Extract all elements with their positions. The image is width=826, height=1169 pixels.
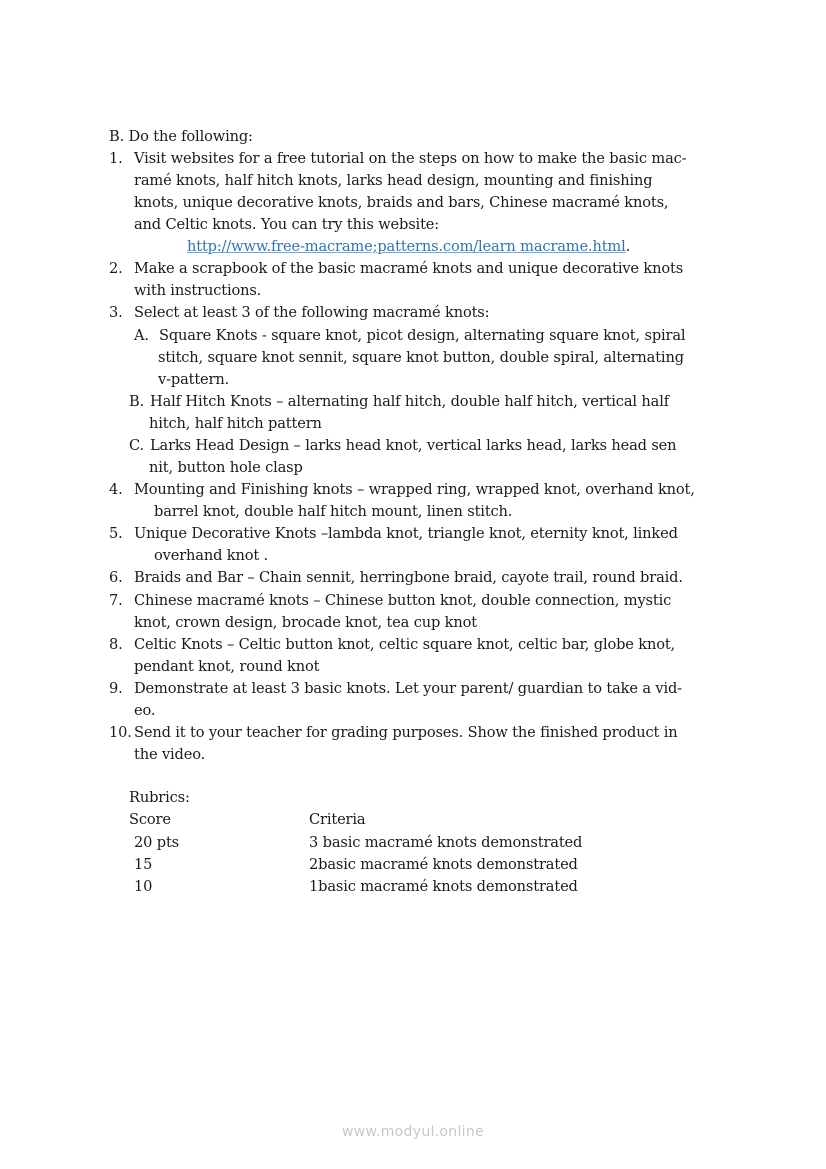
section-heading: B. Do the following: [109, 128, 253, 145]
subitem-text: v-pattern. [158, 371, 230, 388]
subitem-text: stitch, square knot sennit, square knot button, double spiral, alternating [158, 349, 684, 366]
rubric-score: 10 [134, 878, 153, 895]
item-text: barrel knot, double half hitch mount, linen stitch. [154, 503, 513, 520]
subitem-letter: C. [129, 437, 144, 454]
rubric-score: 15 [134, 856, 153, 873]
rubrics-header-score: Score [129, 811, 171, 828]
subitem-text: hitch, half hitch pattern [149, 415, 322, 432]
item-number: 3. [109, 304, 123, 321]
subitem-text: Larks Head Design – larks head knot, vertical larks head, larks head sen [150, 437, 677, 454]
item-number: 5. [109, 525, 123, 542]
item-number: 7. [109, 592, 123, 609]
subitem-text: nit, button hole clasp [149, 459, 303, 476]
item-text: Visit websites for a free tutorial on the steps on how to make the basic mac- [134, 150, 687, 167]
item-number: 10. [109, 724, 132, 741]
item-text: Mounting and Finishing knots – wrapped ring, wrapped knot, overhand knot, [134, 481, 695, 498]
item-text: knots, unique decorative knots, braids and bars, Chinese macramé knots, [134, 194, 669, 211]
item-number: 9. [109, 680, 123, 697]
link-suffix: . [625, 238, 631, 255]
rubric-criteria: 3 basic macramé knots demonstrated [309, 834, 583, 851]
subitem-text: Square Knots - square knot, picot design, alternating square knot, spiral [159, 327, 686, 344]
item-number: 1. [109, 150, 123, 167]
rubric-score: 20 pts [134, 834, 180, 851]
item-text: with instructions. [134, 282, 262, 299]
item-text: Select at least 3 of the following macramé knots: [134, 304, 490, 321]
item-text: Celtic Knots – Celtic button knot, celtic square knot, celtic bar, globe knot, [134, 636, 676, 653]
subitem-letter: A. [134, 327, 149, 344]
rubrics-header-criteria: Criteria [309, 811, 366, 828]
rubric-criteria: 1basic macramé knots demonstrated [309, 878, 578, 895]
website-link[interactable]: http://www.free-macrame;patterns.com/learn macrame.html [187, 238, 626, 255]
link-line [187, 236, 630, 258]
item-text: Demonstrate at least 3 basic knots. Let your parent/ guardian to take a vid- [134, 680, 682, 697]
item-text: Make a scrapbook of the basic macramé knots and unique decorative knots [134, 260, 684, 277]
item-number: 4. [109, 481, 123, 498]
item-text: ramé knots, half hitch knots, larks head design, mounting and finishing [134, 172, 653, 189]
item-number: 6. [109, 569, 123, 586]
item-text: pendant knot, round knot [134, 658, 320, 675]
item-text: eo. [134, 702, 156, 719]
rubric-criteria: 2basic macramé knots demonstrated [309, 856, 578, 873]
item-text: Braids and Bar – Chain sennit, herringbone braid, cayote trail, round braid. [134, 569, 683, 586]
item-text: Unique Decorative Knots –lambda knot, triangle knot, eternity knot, linked [134, 525, 678, 542]
item-text: Chinese macramé knots – Chinese button knot, double connection, mystic [134, 592, 672, 609]
item-number: 2. [109, 260, 123, 277]
item-text: and Celtic knots. You can try this website: [134, 216, 440, 233]
item-text: Send it to your teacher for grading purposes. Show the finished product in [134, 724, 678, 741]
item-text: knot, crown design, brocade knot, tea cup knot [134, 614, 477, 631]
watermark: www.modyul.online [342, 1124, 484, 1140]
item-text: the video. [134, 746, 206, 763]
item-number: 8. [109, 636, 123, 653]
subitem-text: Half Hitch Knots – alternating half hitch, double half hitch, vertical half [150, 393, 669, 410]
item-text: overhand knot . [154, 547, 269, 564]
rubrics-title: Rubrics: [129, 789, 190, 806]
subitem-letter: B. [129, 393, 145, 410]
